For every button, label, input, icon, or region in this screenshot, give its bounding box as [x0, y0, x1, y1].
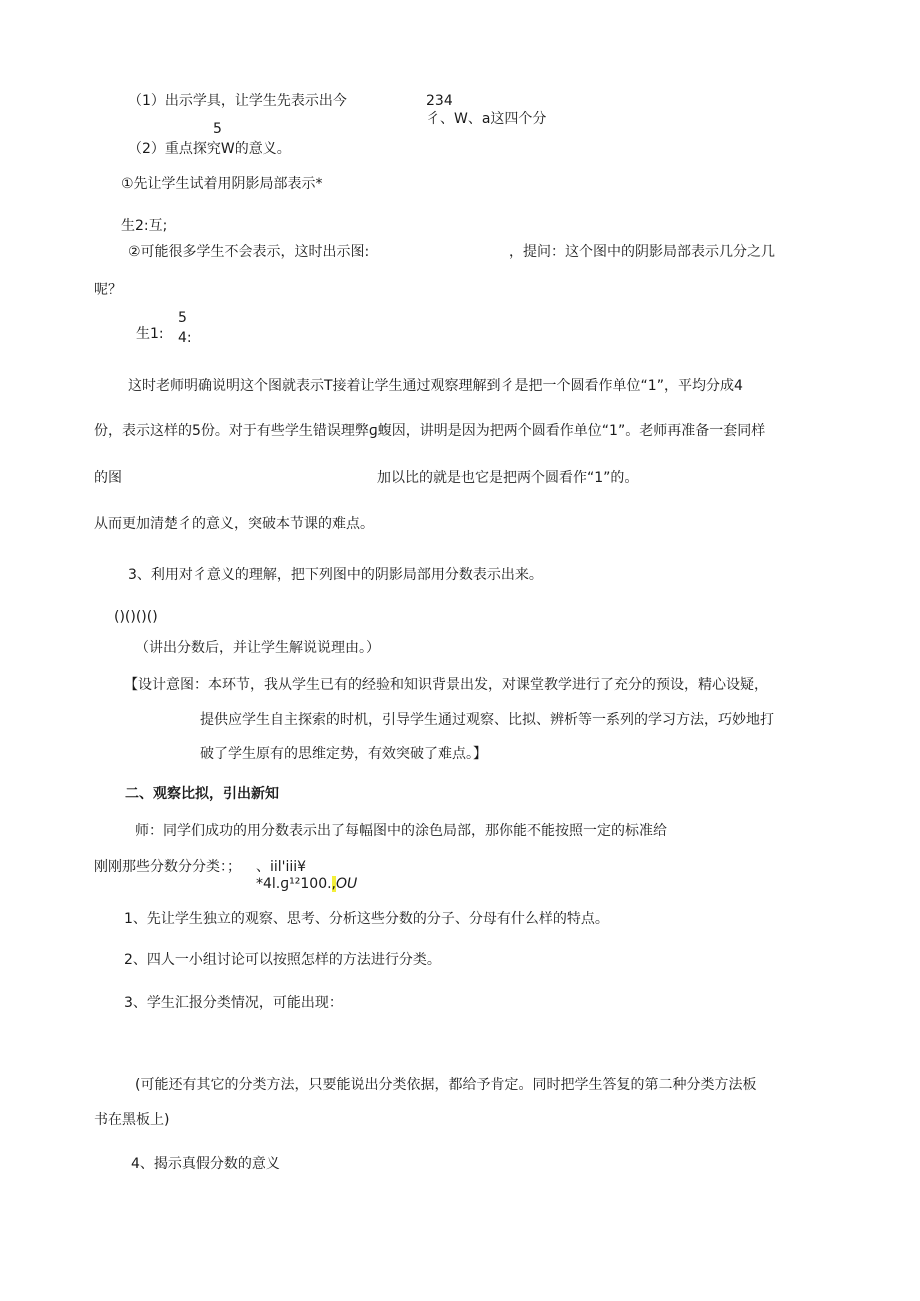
step-3-text: 3、利用对彳意义的理解，把下列图中的阴影局部用分数表示出来。 [128, 567, 543, 583]
activity-4: 4、揭示真假分数的意义 [131, 1156, 280, 1172]
fraction-list-bottom-e: OU [336, 876, 358, 892]
student-2-answer: 生2:互; [121, 218, 168, 234]
fraction-list-bottom-c: 100. [300, 876, 332, 892]
design-intent-2: 提供应学生自主探索的时机，引导学生通过观察、比拟、辨析等一系列的学习方法，巧妙地打 [200, 712, 774, 728]
step-1-text-right: 彳、W、a这四个分 [426, 111, 547, 127]
step-2-sub-2: ②可能很多学生不会表示，这时出示图: [128, 244, 370, 260]
fraction-list-bottom-a: *4l. [256, 876, 281, 892]
answer-blanks: ()()()() [114, 609, 158, 625]
activity-2: 2、四人一小组讨论可以按照怎样的方法进行分类。 [124, 952, 441, 968]
fraction-list-bottom-b: ɡ¹² [280, 876, 301, 892]
teacher-explanation-3a: 的图 [94, 470, 122, 486]
student-1-fraction-top: 5 [178, 310, 187, 326]
question-tail: 呢？ [94, 282, 122, 298]
student-1-fraction-bottom: 4: [178, 330, 192, 346]
step-2-sub-1: ①先让学生试着用阴影局部表示* [121, 176, 323, 192]
activity-3: 3、学生汇报分类情况，可能出现： [124, 995, 343, 1011]
design-intent-1: 【设计意图：本环节，我从学生已有的经验和知识背景出发，对课堂教学进行了充分的预设，精心设疑， [124, 677, 768, 693]
section-heading: 二、观察比拟，引出新知 [125, 786, 279, 802]
step-2-text: （2）重点探究W的意义。 [128, 141, 291, 157]
instruction-note: （讲出分数后，并让学生解说说理由。） [135, 640, 380, 656]
note-other-methods: (可能还有其它的分类方法，只要能说出分类依据，都给予肯定。同时把学生答复的第二种分类方法板 [135, 1077, 757, 1093]
fraction-denominator: 5 [213, 121, 222, 137]
activity-1: 1、先让学生独立的观察、思考、分析这些分数的分子、分母有什么样的特点。 [124, 911, 609, 927]
question-text: ，提问：这个图中的阴影局部表示几分之几 [509, 244, 775, 260]
fraction-list-highlight: , [331, 876, 336, 892]
conclusion-text: 从而更加清楚彳的意义，突破本节课的难点。 [94, 516, 374, 532]
student-1-label: 生1: [136, 326, 164, 342]
step-1-text: （1）出示学具，让学生先表示出今 [128, 93, 347, 109]
teacher-explanation-2: 份，表示这样的5份。对于有些学生错误理弊ɡ蝮因，讲明是因为把两个圆看作单位“1”。老师再准备一套同样 [94, 423, 766, 439]
fraction-list-top: 、iil'iii¥ [256, 859, 307, 875]
classify-prompt: 刚刚那些分数分分类：； [94, 859, 241, 875]
design-intent-3: 破了学生原有的思维定势，有效突破了难点。】 [200, 746, 487, 762]
teacher-explanation-3b: 加以比的就是也它是把两个圆看作“1”的。 [377, 470, 639, 486]
fraction-numerators: 234 [426, 93, 453, 109]
fraction-list-bottom [256, 875, 357, 893]
teacher-explanation: 这时老师明确说明这个图就表示T接着让学生通过观察理解到彳是把一个圆看作单位“1”，平均分成4 [128, 378, 743, 394]
note-other-methods-2: 书在黑板上) [94, 1112, 170, 1128]
teacher-prompt: 师：同学们成功的用分数表示出了每幅图中的涂色局部，那你能不能按照一定的标准给 [135, 823, 667, 839]
